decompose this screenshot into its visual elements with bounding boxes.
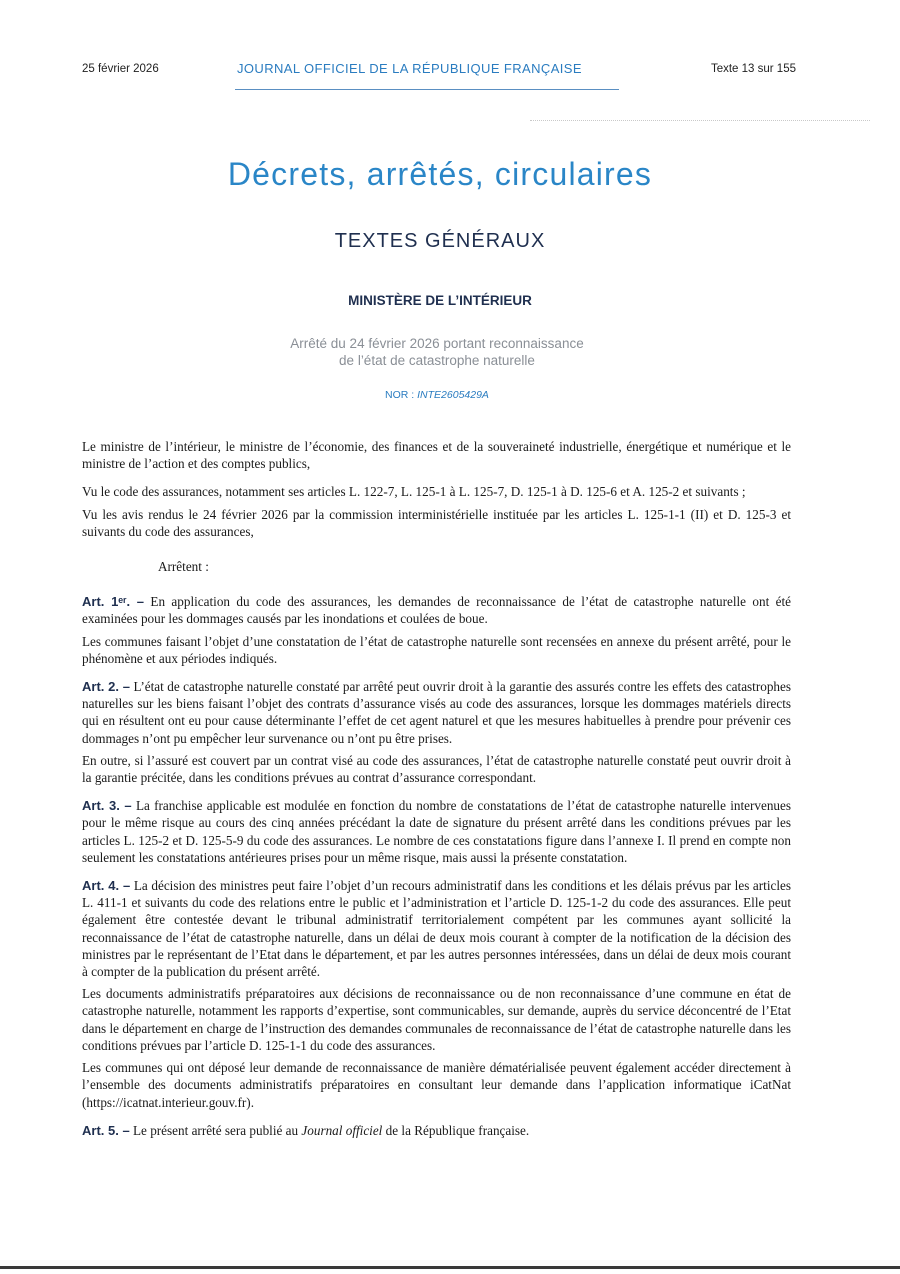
subsection-title: TEXTES GÉNÉRAUX <box>334 230 546 252</box>
preamble-ministers: Le ministre de l’intérieur, le ministre de l’économie, des finances et de la souveraineté industrielle, énergétique et numérique et le ministre de l’action et des comptes publics, <box>82 439 791 472</box>
decree-title-line-2: de l’état de catastrophe naturelle <box>339 353 535 368</box>
article-1-label: Art. 1ᵉʳ. – <box>82 594 145 610</box>
article-3-paragraph-1 <box>82 797 791 866</box>
page-header <box>82 61 796 81</box>
decree-title-line-1: Arrêté du 24 février 2026 portant reconnaissance <box>290 336 584 351</box>
nor-reference <box>0 389 874 401</box>
section-title: Décrets, arrêtés, circulaires <box>227 156 653 192</box>
arretent: Arrêtent : <box>158 559 209 575</box>
publication-date: 25 février 2026 <box>82 63 159 75</box>
article-4-paragraph-2: Les documents administratifs préparatoires aux décisions de reconnaissance ou de non reconnaissance d’une commune en état de catastrophe naturelle, notamment les rapports d’expertise, sont communicables, sur demande, auprès du service déconcentré de l’Etat dans le département en charge de l’instruction des demandes communales de reconnaissance de l’état de catastrophe naturelle dans les conditions prévues par l’article D. 125-1-1 du code des assurances. <box>82 986 791 1053</box>
article-1-text: En application du code des assurances, les demandes de reconnaissance de l’état de catastrophe naturelle ont été examinées pour les dommages causés par les inondations et coulées de boue. <box>82 594 791 627</box>
article-3-text: La franchise applicable est modulée en fonction du nombre de constatations de l’état de catastrophe naturelle intervenues pour le même risque au cours des cinq années précédant la date de signature du présent arrêté dans les conditions prévues par les articles L. 125-2 et D. 125-5-9 du code des assurances. Le nombre de ces constatations figure dans l’annexe I. Il prend en compte non seulement les constatations antérieures prises pour un même risque, mais aussi la présente constatation. <box>82 798 792 865</box>
article-4-paragraph-3: Les communes qui ont déposé leur demande de reconnaissance de manière dématérialisée peuvent également accéder directement à l’ensemble des documents administratifs préparatoires en consultant leur demande dans l’application informatique iCatNat (https://icatnat.interieur.gouv.fr). <box>82 1060 791 1110</box>
ministry-name: MINISTÈRE DE L’INTÉRIEUR <box>348 293 532 308</box>
page-indicator: Texte 13 sur 155 <box>710 63 796 75</box>
article-1-paragraph-1 <box>82 593 791 627</box>
article-4-label: Art. 4. – <box>82 878 131 894</box>
preamble-vu-avis: Vu les avis rendus le 24 février 2026 par la commission interministérielle instituée par les articles L. 125-1-1 (II) et D. 125-3 et suivants du code des assurances, <box>82 506 791 539</box>
article-5-text-before: Le présent arrêté sera publié au <box>132 1122 299 1138</box>
preamble-vu-code: Vu le code des assurances, notamment ses articles L. 122-7, L. 125-1 à L. 125-7, D. 125-1 à D. 125-6 et A. 125-2 et suivants ; <box>82 484 746 500</box>
article-5-label: Art. 5. – <box>82 1122 130 1138</box>
article-5-text-after: de la République française. <box>385 1122 530 1138</box>
article-4-text: La décision des ministres peut faire l’objet d’un recours administratif dans les conditions et les délais prévus par les articles L. 411-1 et suivants du code des relations entre le public et l’administration et l’article D. 125-1-2 du code des assurances. Elle peut également être contestée devant le tribunal administratif territorialement compétent par les communes ayant sollicité la reconnaissance de l’état de catastrophe naturelle, dans un délai de deux mois courant à compter de la notification de la décision des ministres par le représentant de l’Etat dans le département, et par les autres personnes intéressées, dans un délai de deux mois courant à compter de la publication du présent arrêté. <box>82 878 791 980</box>
decree-title <box>0 335 874 369</box>
article-1-paragraph-2: Les communes faisant l’objet d’une constatation de l’état de catastrophe naturelle sont recensées en annexe du présent arrêté, pour le phénomène et aux périodes indiqués. <box>82 633 791 666</box>
article-2-text: L’état de catastrophe naturelle constaté par arrêté peut ouvrir droit à la garantie des assurés contre les effets des catastrophes naturelles sur les biens faisant l’objet des contrats d’assurance visés au code des assurances, lorsque les dommages matériels directs qui en résultent ont eu pour cause déterminante l’effet de cet agent naturel et que les mesures habituelles à prendre pour prévenir ces dommages n’ont pu empêcher leur survenance ou n’ont pu être prises. <box>82 679 792 746</box>
article-4-paragraph-1 <box>82 877 791 980</box>
article-2-paragraph-2: En outre, si l’assuré est couvert par un contrat visé au code des assurances, l’état de catastrophe naturelle constaté peut ouvrir droit à la garantie précitée, dans les conditions prévues au contrat d’assurance correspondant. <box>82 752 791 786</box>
article-5-journal-name: Journal officiel <box>301 1122 383 1138</box>
nor-code: INTE2605429A <box>417 389 489 401</box>
journal-title: JOURNAL OFFICIEL DE LA RÉPUBLIQUE FRANÇAISE <box>237 61 582 76</box>
page-bottom-border <box>0 1266 900 1269</box>
decree-body <box>82 438 791 1139</box>
article-2-paragraph-1 <box>82 678 791 747</box>
article-5-paragraph-1 <box>82 1122 791 1139</box>
scan-artifact-divider <box>530 120 870 125</box>
article-3-label: Art. 3. – <box>82 798 132 814</box>
header-divider <box>235 89 619 90</box>
article-2-label: Art. 2. – <box>82 679 131 695</box>
nor-label: NOR : <box>385 389 415 401</box>
